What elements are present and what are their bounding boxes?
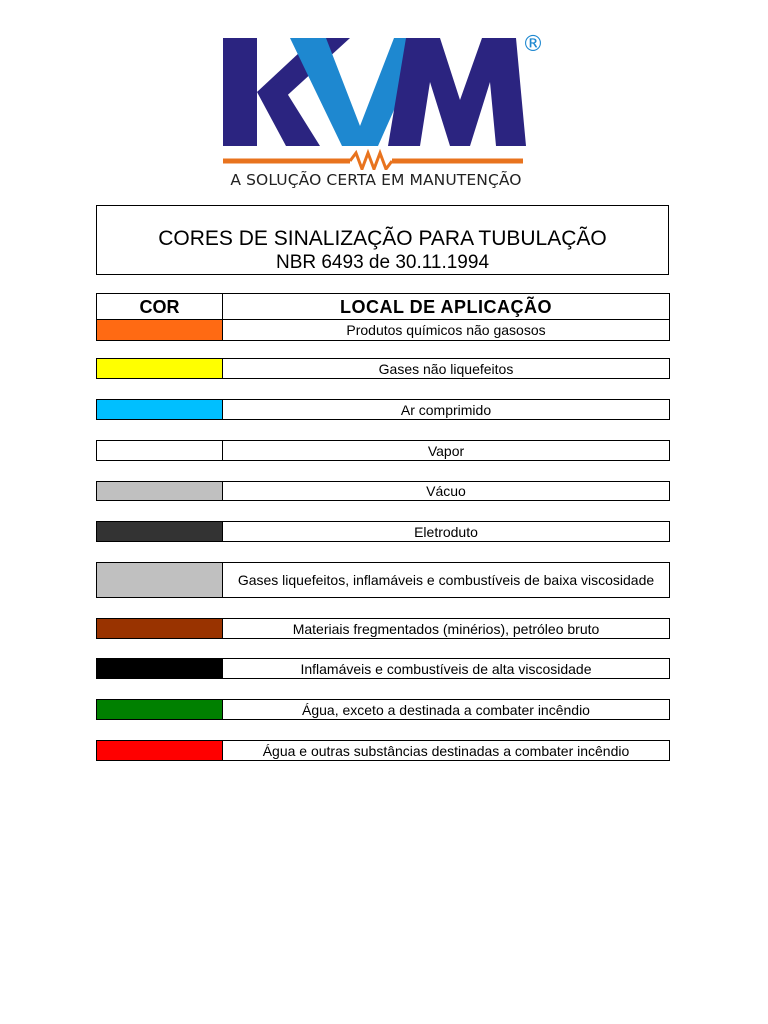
table-row xyxy=(96,358,670,379)
row-label: Ar comprimido xyxy=(400,401,492,418)
table-row xyxy=(96,562,670,598)
color-swatch xyxy=(97,320,223,340)
table-row xyxy=(96,658,670,679)
table-header xyxy=(96,293,670,320)
kvm-logo-graphic xyxy=(220,30,550,170)
header-color: COR xyxy=(97,294,223,319)
header-local: LOCAL DE APLICAÇÃO xyxy=(339,297,552,317)
color-swatch xyxy=(97,563,223,597)
table-row xyxy=(96,481,670,501)
row-label: Água, exceto a destinada a combater incêndio xyxy=(302,701,590,718)
table-row xyxy=(96,440,670,461)
row-label: Produtos químicos não gasosos xyxy=(346,322,546,338)
color-swatch xyxy=(97,522,223,541)
title-box xyxy=(96,205,669,275)
table-row xyxy=(96,521,670,542)
table-row xyxy=(96,699,670,720)
table-row xyxy=(96,740,670,761)
color-swatch xyxy=(97,400,223,419)
logo-tagline: A SOLUÇÃO CERTA EM MANUTENÇÃO xyxy=(230,171,522,189)
row-label: Vácuo xyxy=(426,483,466,499)
color-swatch xyxy=(97,741,223,760)
row-label: Eletroduto xyxy=(414,523,478,540)
table-row xyxy=(96,618,670,639)
table-row xyxy=(96,399,670,420)
table-row xyxy=(96,319,670,341)
color-swatch xyxy=(97,482,223,500)
row-label: Gases liquefeitos, inflamáveis e combustíveis de baixa viscosidade xyxy=(237,572,655,588)
row-label: Inflamáveis e combustíveis de alta viscosidade xyxy=(300,660,592,677)
color-swatch xyxy=(97,619,223,638)
color-swatch xyxy=(97,700,223,719)
registered-mark: ® xyxy=(522,32,544,57)
row-label: Gases não liquefeitos xyxy=(378,360,514,377)
color-swatch xyxy=(97,659,223,678)
page-subtitle: NBR 6493 de 30.11.1994 xyxy=(275,252,490,273)
row-label: Água e outras substâncias destinadas a combater incêndio xyxy=(262,742,630,759)
page-title: CORES DE SINALIZAÇÃO PARA TUBULAÇÃO xyxy=(158,227,607,250)
color-swatch xyxy=(97,359,223,378)
color-swatch xyxy=(97,441,223,460)
row-label: Vapor xyxy=(427,442,465,459)
row-label: Materiais fregmentados (minérios), petróleo bruto xyxy=(292,620,600,637)
